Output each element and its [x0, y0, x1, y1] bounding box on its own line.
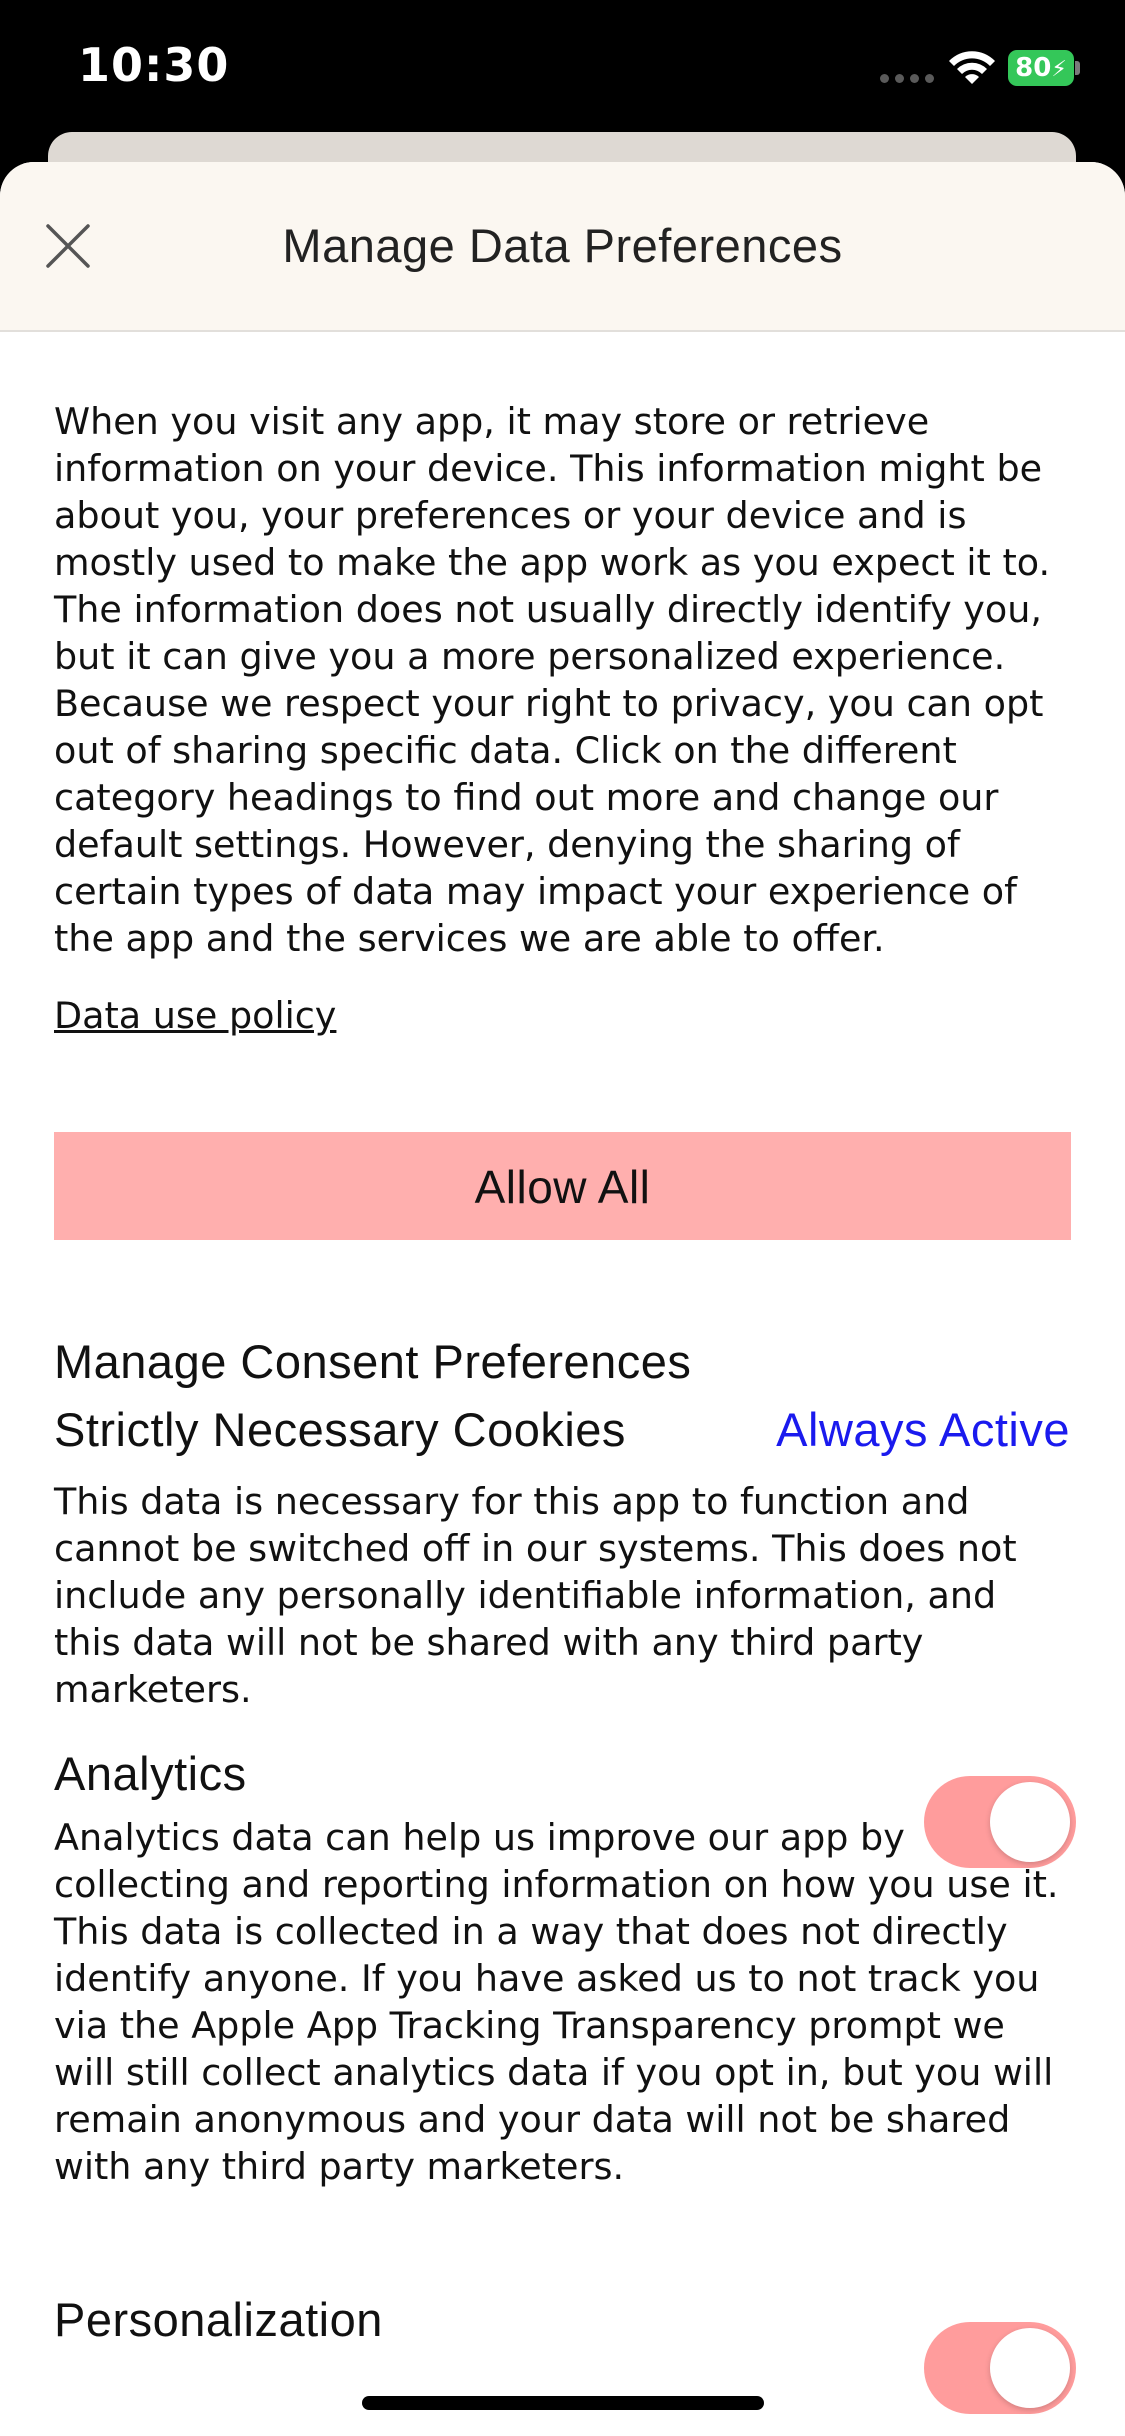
analytics-title[interactable]: Analytics — [54, 1747, 247, 1800]
battery-level: 80 — [1015, 53, 1052, 83]
data-use-policy-link[interactable]: Data use policy — [54, 994, 337, 1037]
status-bar — [0, 0, 1125, 135]
consent-heading: Manage Consent Preferences — [54, 1335, 692, 1388]
personalization-toggle[interactable] — [924, 2322, 1076, 2414]
battery-cap — [1075, 61, 1080, 75]
page-title: Manage Data Preferences — [282, 219, 843, 272]
analytics-description: Analytics data can help us improve our app by collecting and reporting information on how you use it. This data is collected in a way that does not directly identify anyone. If you have asked us to not track you via the Apple App Tracking Transparency prompt we will still collect analytics data if you opt in, but you will remain anonymous and your data will not be shared with any third party marketers. — [54, 1816, 1059, 2188]
cellular-signal-icon — [880, 74, 934, 83]
sheet-header — [0, 162, 1125, 332]
personalization-toggle-knob — [990, 2328, 1070, 2408]
preferences-sheet — [0, 162, 1125, 2436]
battery-icon: 80⚡ — [1008, 50, 1074, 86]
status-time: 10:30 — [78, 38, 230, 92]
personalization-title[interactable]: Personalization — [54, 2293, 383, 2346]
strictly-necessary-description: This data is necessary for this app to function and cannot be switched off in our systems. This does not include any personally identifiable information, and this data will not be shared with any third party marketers. — [54, 1480, 1017, 1711]
home-indicator — [362, 2396, 764, 2410]
intro-text: When you visit any app, it may store or retrieve information on your device. This information might be about you, your preferences or your device and is mostly used to make the app work as you expect it to. The information does not usually directly identify you, but it can give you a more personalized experience. Because we respect your right to privacy, you can opt out of sharing specific data. Click on the different category headings to find out more and change our default settings. However, denying the sharing of certain types of data may impact your experience of the app and the services we are able to offer. — [54, 400, 1051, 960]
always-active-badge: Always Active — [776, 1403, 1070, 1456]
allow-all-button[interactable]: Allow All — [54, 1132, 1071, 1240]
strictly-necessary-title[interactable]: Strictly Necessary Cookies — [54, 1403, 626, 1456]
wifi-icon — [948, 50, 996, 86]
